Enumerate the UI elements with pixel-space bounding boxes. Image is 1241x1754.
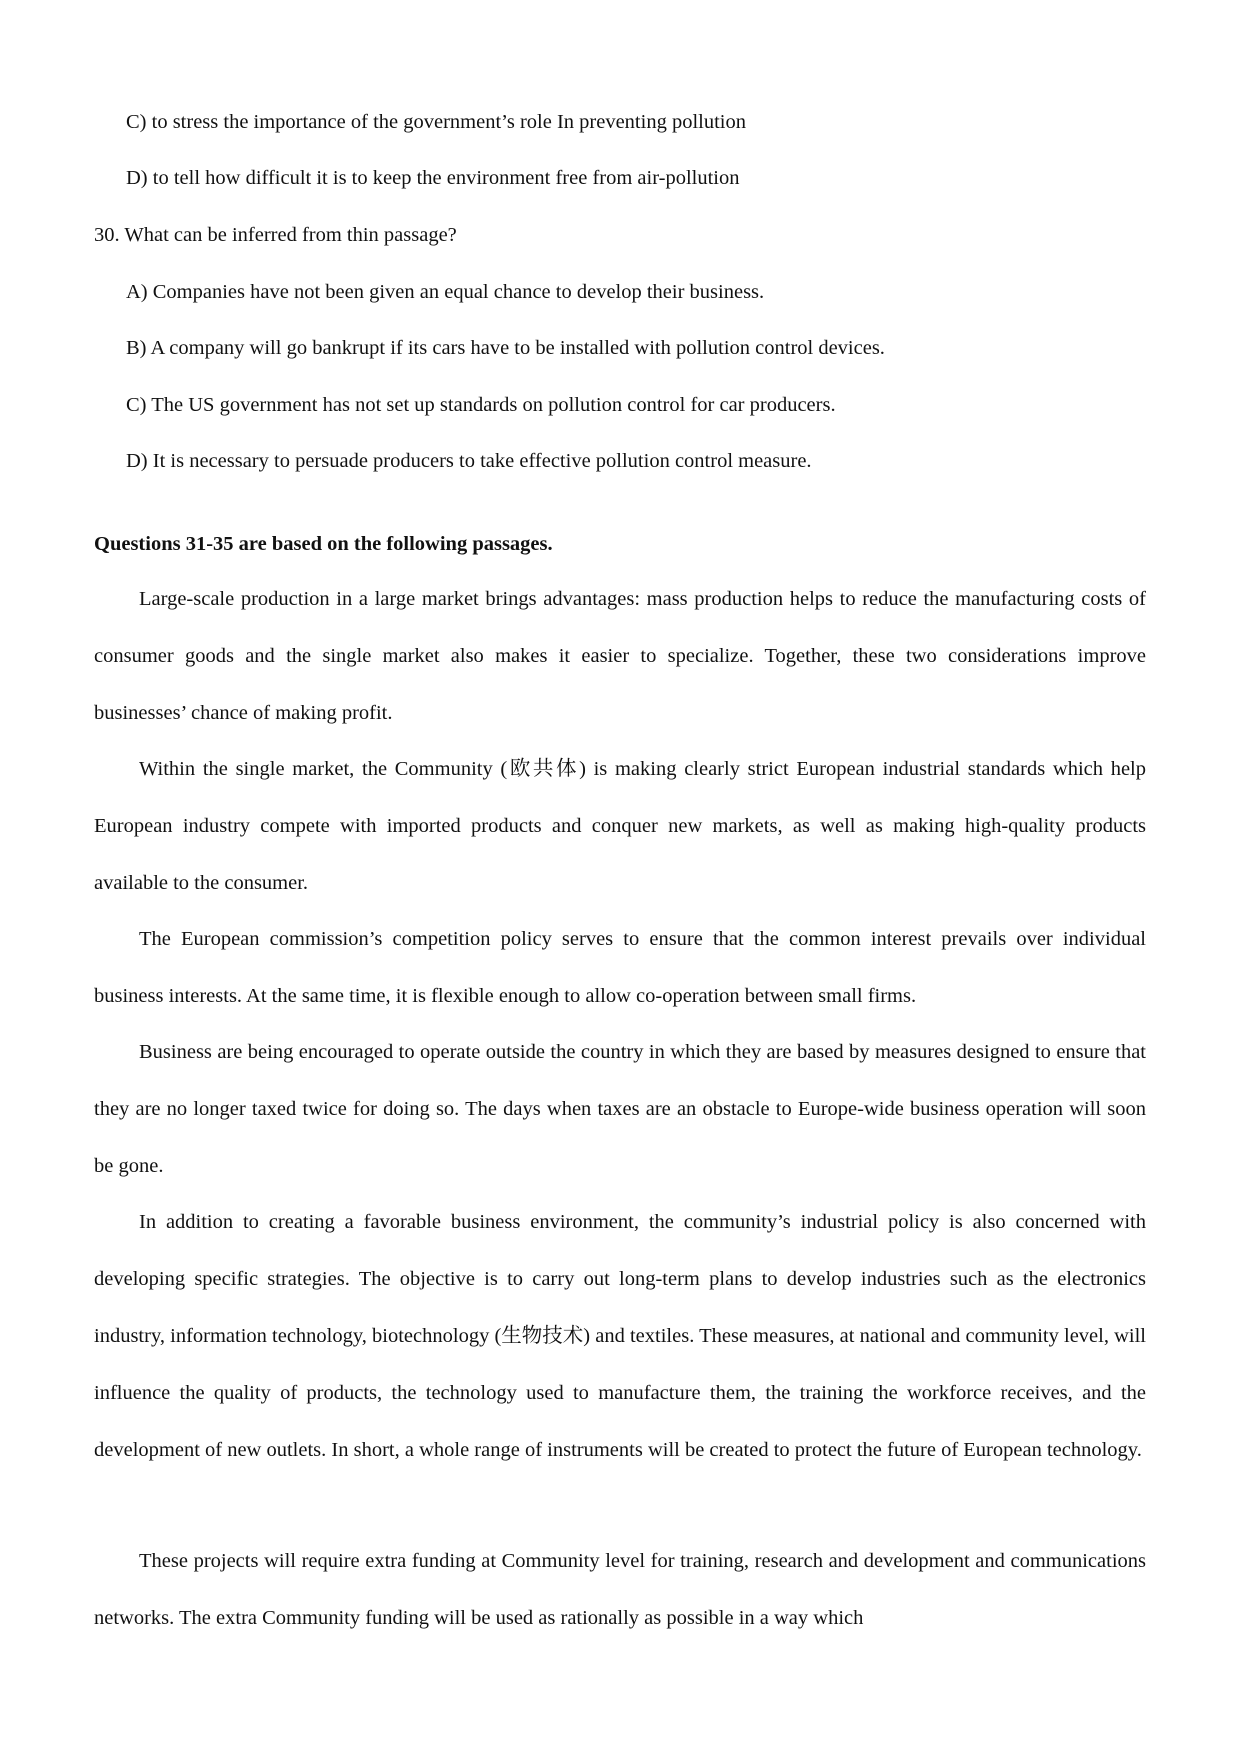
passage-paragraph-6: These projects will require extra funding at Community level for training, research and development and communications networks. The extra Community funding will be used as rationally as possible in a way which (94, 1550, 1146, 1629)
question-30-stem: 30. What can be inferred from thin passage? (94, 224, 457, 246)
passage-paragraph-4: Business are being encouraged to operate outside the country in which they are based by measures designed to ensure that they are no longer taxed twice for doing so. The days when taxes are an obstacle to Europe-wide business operation will soon be gone. (94, 1041, 1146, 1177)
option-c-q29: C) to stress the importance of the government’s role In preventing pollution (126, 111, 746, 133)
passage-paragraph-5: In addition to creating a favorable business environment, the community’s industrial policy is also concerned with developing specific strategies. The objective is to carry out long-term plans to develop industries such as the electronics industry, information technology, biotechnology (生物技术) and textiles. These measures, at national and community level, will influence the quality of products, the technology used to manufacture them, the training the workforce receives, and the development of new outlets. In short, a whole range of instruments will be created to protect the future of European technology. (94, 1211, 1146, 1461)
option-d-q30: D) It is necessary to persuade producers to take effective pollution control measure. (126, 450, 812, 472)
section-heading: Questions 31-35 are based on the following passages. (94, 533, 553, 555)
passage-paragraph-2: Within the single market, the Community (欧共体) is making clearly strict European industrial standards which help European industry compete with imported products and conquer new markets, as well as making high-quality products available to the consumer. (94, 758, 1146, 894)
option-a-q30: A) Companies have not been given an equal chance to develop their business. (126, 281, 765, 303)
option-d-q29: D) to tell how difficult it is to keep the environment free from air-pollution (126, 167, 740, 189)
passage-paragraph-1: Large-scale production in a large market brings advantages: mass production helps to reduce the manufacturing costs of consumer goods and the single market also makes it easier to specialize. Together, these two considerations improve businesses’ chance of making profit. (94, 588, 1146, 724)
passage-paragraph-3: The European commission’s competition policy serves to ensure that the common interest prevails over individual business interests. At the same time, it is flexible enough to allow co-operation between small firms. (94, 928, 1146, 1007)
option-c-q30: C) The US government has not set up standards on pollution control for car producers. (126, 394, 836, 416)
option-b-q30: B) A company will go bankrupt if its cars have to be installed with pollution control devices. (126, 337, 885, 359)
